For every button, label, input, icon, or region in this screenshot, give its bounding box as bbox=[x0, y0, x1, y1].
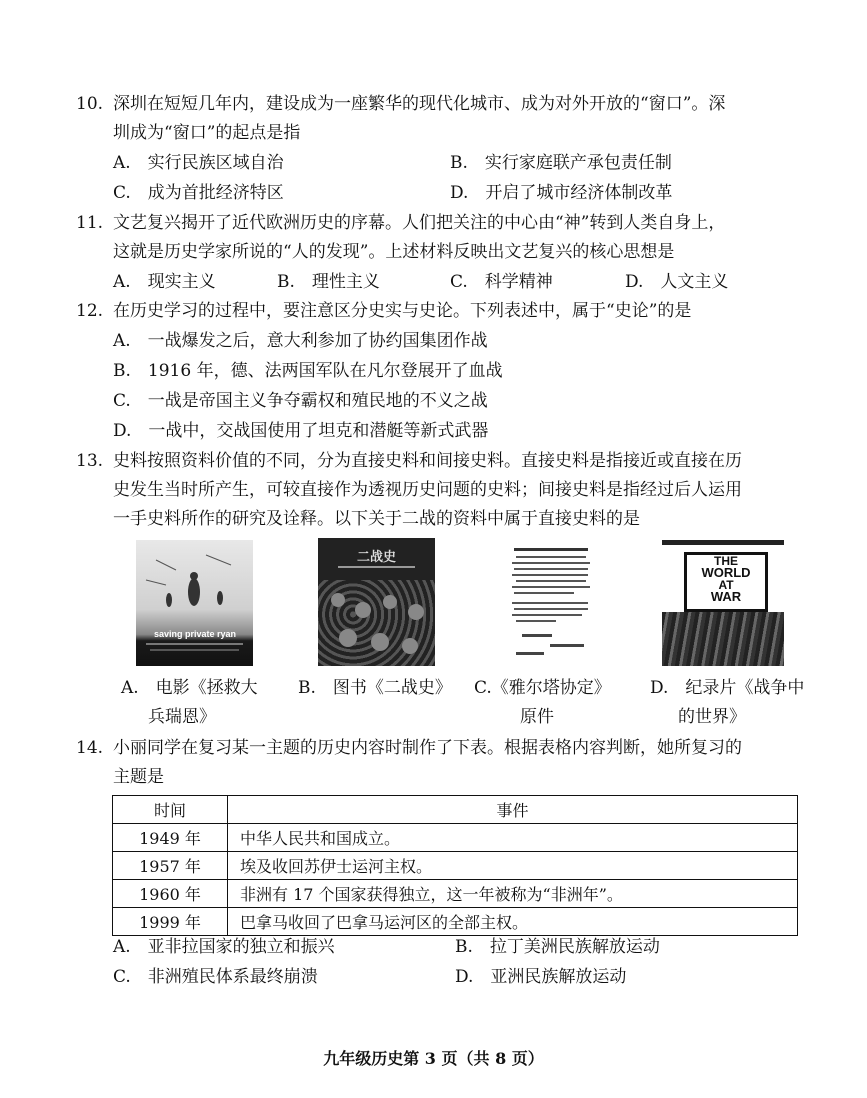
q10-stem-line1: 深圳在短短几年内，建设成为一座繁华的现代化城市、成为对外开放的“窗口”。深 bbox=[113, 94, 726, 114]
ww2-history-book-image bbox=[318, 538, 435, 666]
q11-number: 11. bbox=[76, 213, 104, 233]
q13-option-c-line1: C.《雅尔塔协定》 bbox=[474, 678, 611, 698]
q14-option-b: B. 拉丁美洲民族解放运动 bbox=[455, 937, 660, 957]
q13-option-a-line1: A. 电影《拯救大 bbox=[121, 678, 258, 698]
cover-title-the: THE bbox=[714, 554, 738, 568]
q10-option-b: B. 实行家庭联产承包责任制 bbox=[450, 153, 672, 173]
q14-option-a: A. 亚非拉国家的独立和振兴 bbox=[113, 937, 335, 957]
q14-stem-line2: 主题是 bbox=[113, 767, 164, 787]
q12-option-a: A. 一战爆发之后，意大利参加了协约国集团作战 bbox=[113, 331, 488, 351]
q12-option-c: C. 一战是帝国主义争夺霸权和殖民地的不义之战 bbox=[113, 391, 488, 411]
row-year: 1999 年 bbox=[113, 908, 228, 936]
q10-stem-line2: 圳成为“窗口”的起点是指 bbox=[113, 123, 301, 143]
q13-stem-line2: 史发生当时所产生，可较直接作为透视历史问题的史料；间接史料是指经过后人运用 bbox=[113, 480, 742, 500]
q11-option-d: D. 人文主义 bbox=[625, 272, 729, 292]
q11-stem-line1: 文艺复兴揭开了近代欧洲历史的序幕。人们把关注的中心由“神”转到人类自身上， bbox=[113, 213, 726, 233]
saving-private-ryan-poster-image bbox=[136, 540, 253, 666]
table-row bbox=[113, 908, 798, 936]
q13-option-d-line2: 的世界》 bbox=[678, 707, 746, 727]
q11-option-b: B. 理性主义 bbox=[277, 272, 380, 292]
row-event: 埃及收回苏伊士运河主权。 bbox=[228, 852, 798, 880]
q12-stem-line1: 在历史学习的过程中，要注意区分史实与史论。下列表述中，属于“史论”的是 bbox=[113, 301, 692, 321]
q14-option-d: D. 亚洲民族解放运动 bbox=[455, 967, 627, 987]
header-time: 时间 bbox=[113, 796, 228, 824]
book-title-text: 二战史 bbox=[356, 550, 396, 565]
q10-option-c: C. 成为首批经济特区 bbox=[113, 183, 284, 203]
q10-option-d: D. 开启了城市经济体制改革 bbox=[450, 183, 673, 203]
q13-stem-line3: 一手史料所作的研究及诠释。以下关于二战的资料中属于直接史料的是 bbox=[113, 509, 640, 529]
q10-number: 10. bbox=[76, 94, 104, 114]
q13-number: 13. bbox=[76, 451, 104, 471]
q12-option-b: B. 1916 年，德、法两国军队在凡尔登展开了血战 bbox=[113, 361, 503, 381]
yalta-agreement-document-image bbox=[510, 548, 592, 658]
header-event: 事件 bbox=[228, 796, 798, 824]
row-event: 非洲有 17 个国家获得独立，这一年被称为“非洲年”。 bbox=[228, 880, 798, 908]
page-footer: 九年级历史第 3 页（共 8 页） bbox=[323, 1049, 544, 1068]
row-event: 巴拿马收回了巴拿马运河区的全部主权。 bbox=[228, 908, 798, 936]
cover-title-war: WAR bbox=[710, 589, 742, 604]
q12-number: 12. bbox=[76, 301, 104, 321]
q11-option-c: C. 科学精神 bbox=[450, 272, 553, 292]
q11-stem-line2: 这就是历史学家所说的“人的发现”。上述材料反映出文艺复兴的核心思想是 bbox=[113, 242, 675, 262]
q13-option-b-line1: B. 图书《二战史》 bbox=[298, 678, 452, 698]
poster-title-text: saving private ryan bbox=[153, 629, 237, 639]
q13-option-d-line1: D. 纪录片《战争中 bbox=[650, 678, 805, 698]
q13-option-c-line2: 原件 bbox=[520, 707, 554, 727]
q14-option-c: C. 非洲殖民体系最终崩溃 bbox=[113, 967, 318, 987]
q10-option-a: A. 实行民族区域自治 bbox=[113, 153, 284, 173]
q11-option-a: A. 现实主义 bbox=[113, 272, 216, 292]
q13-stem-line1: 史料按照资料价值的不同，分为直接史料和间接史料。直接史料是指接近或直接在历 bbox=[113, 451, 742, 471]
table-row bbox=[113, 880, 798, 908]
cover-title-world: WORLD bbox=[701, 565, 751, 580]
row-year: 1960 年 bbox=[113, 880, 228, 908]
row-year: 1949 年 bbox=[113, 824, 228, 852]
world-at-war-documentary-image bbox=[662, 540, 784, 666]
row-year: 1957 年 bbox=[113, 852, 228, 880]
history-events-table bbox=[112, 795, 798, 936]
row-event: 中华人民共和国成立。 bbox=[228, 824, 798, 852]
q14-number: 14. bbox=[76, 738, 104, 758]
cover-title-at: AT bbox=[718, 578, 734, 592]
q14-stem-line1: 小丽同学在复习某一主题的历史内容时制作了下表。根据表格内容判断，她所复习的 bbox=[113, 738, 742, 758]
table-header-row bbox=[113, 796, 798, 824]
table-row bbox=[113, 852, 798, 880]
q13-option-a-line2: 兵瑞恩》 bbox=[148, 707, 216, 727]
table-row bbox=[113, 824, 798, 852]
q12-option-d: D. 一战中，交战国使用了坦克和潜艇等新式武器 bbox=[113, 421, 489, 441]
